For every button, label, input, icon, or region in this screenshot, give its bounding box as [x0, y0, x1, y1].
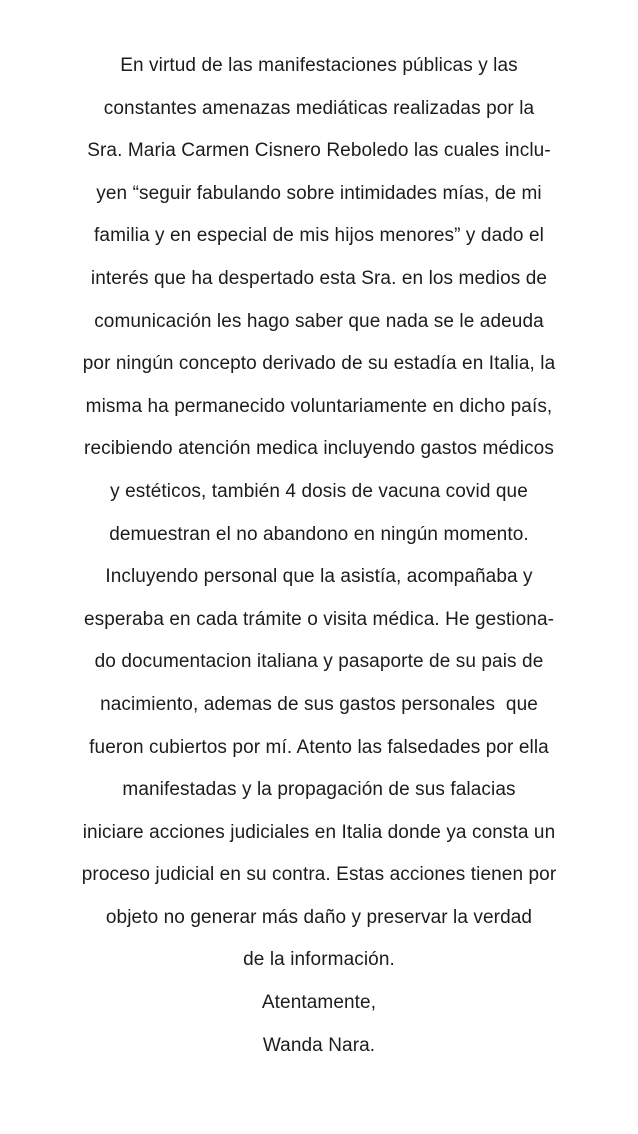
statement-line: do documentacion italiana y pasaporte de su pais de — [94, 651, 544, 673]
statement-line: interés que ha despertado esta Sra. en los medios de — [90, 267, 548, 289]
statement-line: iniciare acciones judiciales en Italia donde ya consta un — [82, 821, 556, 843]
statement-line: misma ha permanecido voluntariamente en dicho país, — [85, 395, 553, 417]
statement-text — [0, 45, 638, 1067]
statement-line: comunicación les hago saber que nada se le adeuda — [94, 310, 544, 332]
statement-line: por ningún concepto derivado de su estadía en Italia, la — [82, 353, 556, 375]
statement-line: constantes amenazas mediáticas realizadas por la — [103, 97, 535, 119]
statement-line: fueron cubiertos por mí. Atento las falsedades por ella — [89, 736, 549, 758]
statement-line: Incluyendo personal que la asistía, acompañaba y — [105, 566, 533, 588]
statement-line: Sra. Maria Carmen Cisnero Reboledo las cuales inclu- — [87, 140, 551, 162]
statement-line: nacimiento, ademas de sus gastos personales que — [100, 693, 538, 715]
statement-line: de la información. — [243, 949, 395, 971]
statement-line: yen “seguir fabulando sobre intimidades mías, de mi — [96, 182, 542, 204]
signature-line: Wanda Nara. — [262, 1034, 376, 1056]
statement-line: En virtud de las manifestaciones públicas y las — [120, 55, 518, 76]
statement-line: proceso judicial en su contra. Estas acciones tienen por — [81, 864, 557, 886]
statement-line: objeto no generar más daño y preservar la verdad — [105, 906, 533, 928]
statement-line: familia y en especial de mis hijos menores” y dado el — [94, 225, 544, 247]
statement-line: demuestran el no abandono en ningún momento. — [109, 523, 529, 545]
statement-line: recibiendo atención medica incluyendo gastos médicos — [84, 438, 554, 460]
statement-line: y estéticos, también 4 dosis de vacuna covid que — [110, 480, 528, 502]
statement-line: manifestadas y la propagación de sus falacias — [122, 779, 516, 801]
closing-line: Atentamente, — [261, 992, 377, 1014]
statement-line: esperaba en cada trámite o visita médica. He gestiona- — [83, 608, 555, 630]
